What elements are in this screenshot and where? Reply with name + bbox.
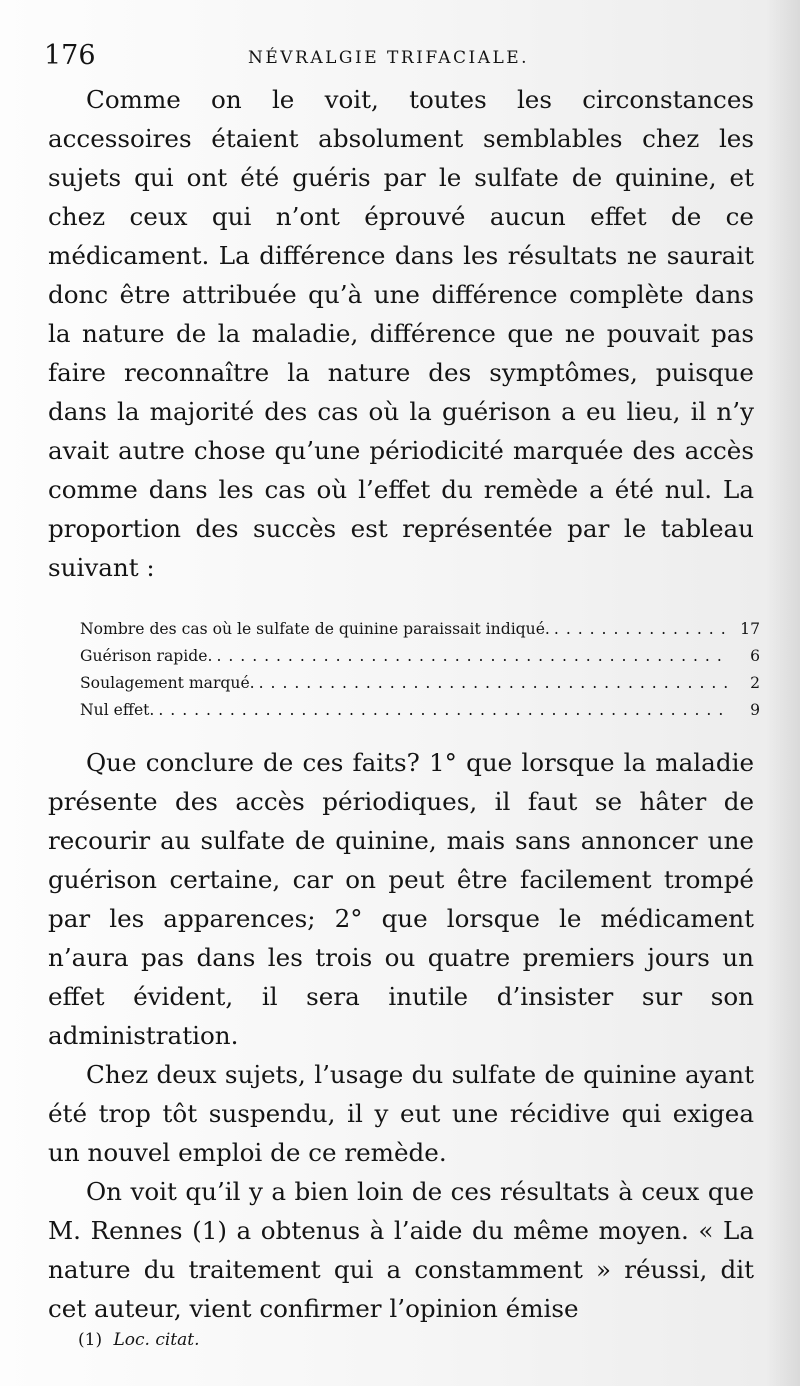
table-row [80,643,760,670]
table-row [80,616,760,643]
table-row-value: 17 [740,620,760,638]
table-row-value: 2 [750,674,760,692]
results-table [80,616,760,724]
body-text [48,80,760,1328]
footnote [78,1330,200,1350]
table-row-value: 6 [750,647,760,665]
paragraph-2: Que conclure de ces faits? 1° que lorsque la maladie présente des accès périodiques, il faut se hâter de recourir au sulfate de quinine, mais sans annoncer une guérison certaine, car on peut être facilement trompé par les apparences; 2° que lorsque le médicament n’aura pas dans les trois ou quatre premiers jours un effet évident, il sera inutile d’insister sur son administration. [48,748,754,1050]
dot-leader [158,697,730,724]
page-number: 176 [44,40,96,71]
table-row [80,697,760,724]
footnote-text: Loc. citat. [113,1330,200,1350]
paragraph-3: Chez deux sujets, l’usage du sulfate de quinine ayant été trop tôt suspendu, il y eut une récidive qui exigea un nouvel emploi de ce remède. [48,1060,754,1167]
page-edge-shadow [766,0,800,1386]
table-row-label: Nul effet. [80,701,155,719]
page-header [38,40,758,76]
paragraph-1: Comme on le voit, toutes les circonstances accessoires étaient absolument semblables chez les sujets qui ont été guéris par le sulfate de quinine, et chez ceux qui n’ont éprouvé aucun effet de ce médicament. La différence dans les résultats ne saurait donc être attribuée qu’à une différence complète dans la nature de la maladie, différence que ne pouvait pas faire reconnaître la nature des symptômes, puisque dans la majorité des cas où la guérison a eu lieu, il n’y avait autre chose qu’une périodicité marquée des accès comme dans les cas où l’effet du remède a été nul. La proportion des succès est représentée par le tableau suivant : [48,85,754,582]
table-row-value: 9 [750,701,760,719]
dot-leader [554,616,730,643]
dot-leader [259,670,730,697]
footnote-mark: (1) [78,1330,103,1350]
running-head: NÉVRALGIE TRIFACIALE. [248,48,530,68]
table-row [80,670,760,697]
table-row-label: Soulagement marqué. [80,674,255,692]
table-row-label: Guérison rapide. [80,647,213,665]
table-row-label: Nombre des cas où le sulfate de quinine paraissait indiqué. [80,620,550,638]
paragraph-4: On voit qu’il y a bien loin de ces résultats à ceux que M. Rennes (1) a obtenus à l’aide du même moyen. « La nature du traitement qui a constamment » réussi, dit cet auteur, vient confirmer l’opinion émise [48,1177,754,1323]
dot-leader [216,643,730,670]
